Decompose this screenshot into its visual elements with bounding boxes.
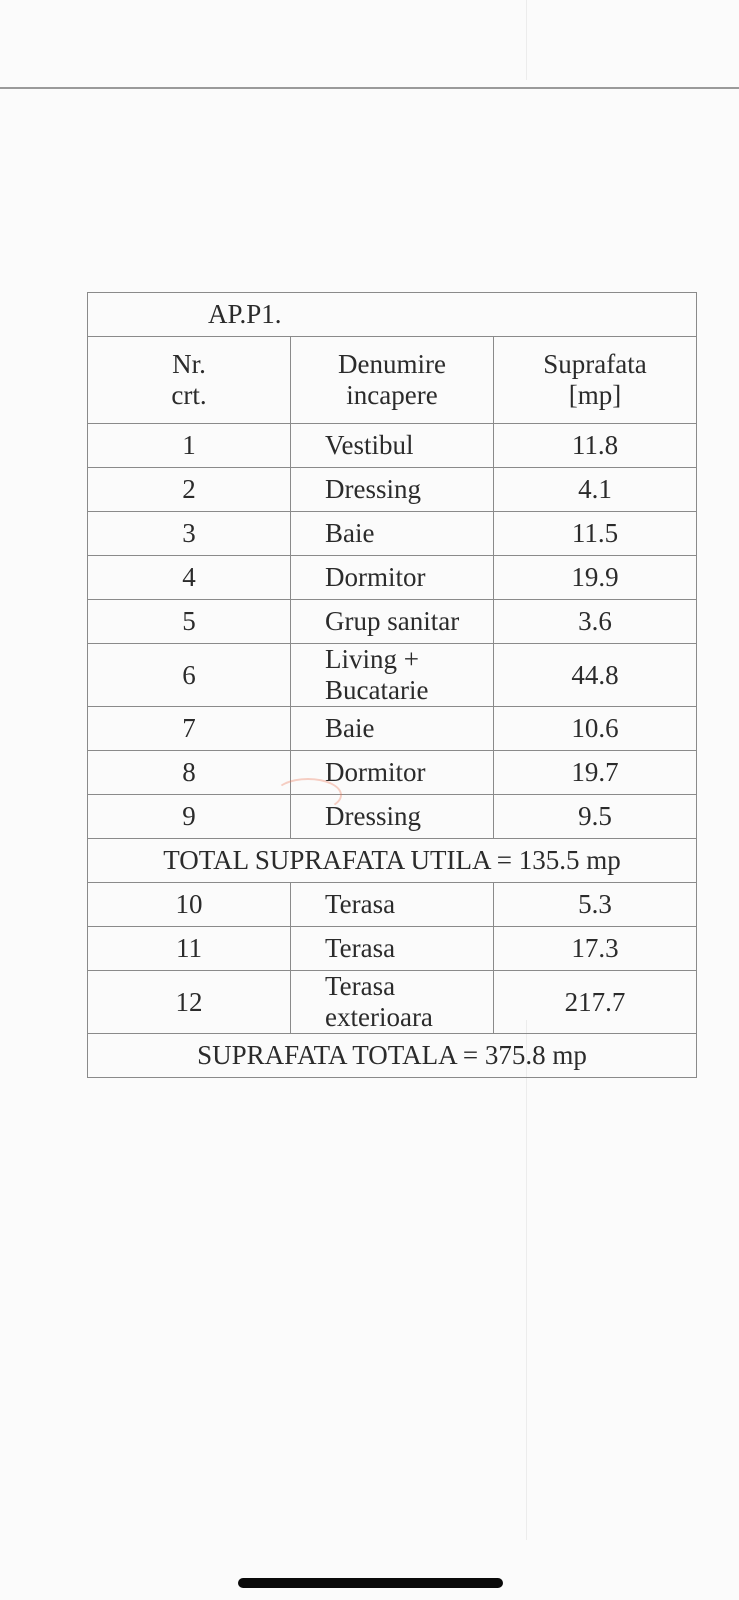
row-name: Grup sanitar — [291, 600, 494, 644]
table-row — [88, 600, 697, 644]
row-name: Baie — [291, 512, 494, 556]
header-area — [494, 337, 697, 424]
row-area: 19.9 — [494, 556, 697, 600]
table-row — [88, 707, 697, 751]
row-name: Dormitor — [291, 556, 494, 600]
row-area: 17.3 — [494, 927, 697, 971]
table-row — [88, 424, 697, 468]
header-nr-line1: Nr. — [172, 348, 206, 379]
total-suprafata: SUPRAFATA TOTALA = 375.8 mp — [88, 1034, 697, 1078]
table-header-row — [88, 337, 697, 424]
row-area: 9.5 — [494, 795, 697, 839]
total-utila-row — [88, 839, 697, 883]
row-nr: 10 — [88, 883, 291, 927]
row-name: Dressing — [291, 795, 494, 839]
table-row — [88, 795, 697, 839]
table-title-row — [88, 293, 697, 337]
header-area-line2: [mp] — [568, 380, 622, 410]
row-nr: 9 — [88, 795, 291, 839]
header-nr — [88, 337, 291, 424]
row-nr: 5 — [88, 600, 291, 644]
header-name — [291, 337, 494, 424]
row-name: Vestibul — [291, 424, 494, 468]
row-nr: 11 — [88, 927, 291, 971]
row-nr: 4 — [88, 556, 291, 600]
header-area-line1: Suprafata — [543, 348, 647, 379]
row-nr: 7 — [88, 707, 291, 751]
row-area: 10.6 — [494, 707, 697, 751]
row-nr: 3 — [88, 512, 291, 556]
table-row — [88, 468, 697, 512]
row-nr: 12 — [88, 971, 291, 1034]
row-area: 5.3 — [494, 883, 697, 927]
row-name: Dressing — [291, 468, 494, 512]
row-name: Baie — [291, 707, 494, 751]
header-name-line2: incapere — [346, 380, 438, 410]
table-title: AP.P1. — [88, 293, 697, 337]
row-name: Dormitor — [291, 751, 494, 795]
row-name: Living + Bucatarie — [291, 644, 494, 707]
header-nr-line2: crt. — [171, 380, 207, 410]
page-top-divider — [0, 87, 739, 89]
row-nr: 2 — [88, 468, 291, 512]
row-area: 11.5 — [494, 512, 697, 556]
total-row — [88, 1034, 697, 1078]
table-row — [88, 883, 697, 927]
room-areas-table — [87, 292, 697, 1078]
row-nr: 6 — [88, 644, 291, 707]
table-row — [88, 751, 697, 795]
home-indicator[interactable] — [238, 1578, 503, 1588]
row-area: 4.1 — [494, 468, 697, 512]
table-row — [88, 512, 697, 556]
header-name-line1: Denumire — [338, 348, 446, 379]
row-area: 11.8 — [494, 424, 697, 468]
table-row — [88, 644, 697, 707]
row-nr: 1 — [88, 424, 291, 468]
row-name: Terasa — [291, 883, 494, 927]
row-name: Terasa exterioara — [291, 971, 494, 1034]
table-row — [88, 971, 697, 1034]
row-area: 19.7 — [494, 751, 697, 795]
scan-crease-lower — [526, 1020, 527, 1540]
row-area: 3.6 — [494, 600, 697, 644]
row-nr: 8 — [88, 751, 291, 795]
row-area: 44.8 — [494, 644, 697, 707]
table-row — [88, 556, 697, 600]
row-name: Terasa — [291, 927, 494, 971]
row-area: 217.7 — [494, 971, 697, 1034]
scan-crease — [526, 0, 527, 80]
total-utila: TOTAL SUPRAFATA UTILA = 135.5 mp — [88, 839, 697, 883]
table-row — [88, 927, 697, 971]
